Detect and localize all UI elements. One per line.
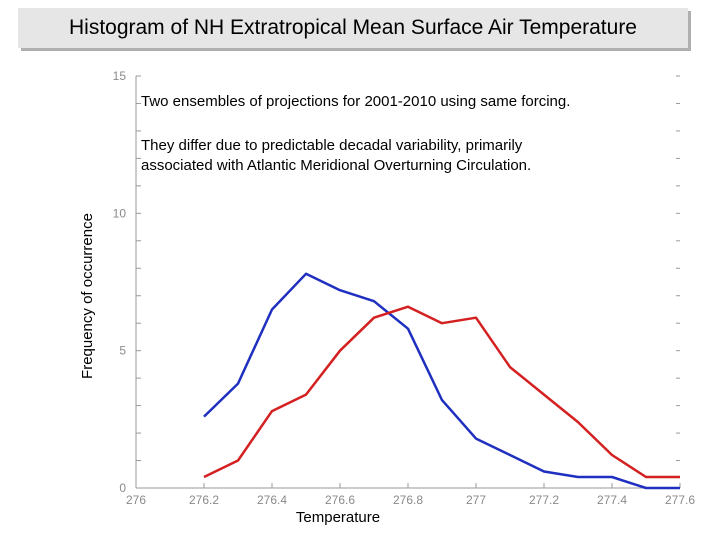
annotation-line-2: They differ due to predictable decadal variability, primarily <box>141 137 523 154</box>
tick-labels <box>113 69 696 507</box>
y-tick-label: 5 <box>119 343 126 358</box>
x-tick-label: 276.4 <box>256 493 288 507</box>
series-line-1 <box>204 274 680 488</box>
x-tick-label: 277 <box>465 493 487 507</box>
annotation-line-3: associated with Atlantic Meridional Overturning Circulation. <box>141 157 532 174</box>
chart-title: Histogram of NH Extratropical Mean Surface Air Temperature <box>18 8 688 48</box>
x-tick-label: 276 <box>125 493 147 507</box>
x-tick-label: 277.6 <box>664 493 696 507</box>
y-axis-label: Frequency of occurrence <box>79 213 96 379</box>
x-axis-label: Temperature <box>295 509 381 526</box>
x-tick-label: 276.6 <box>324 493 356 507</box>
x-tick-label: 276.8 <box>392 493 424 507</box>
x-tick-label: 277.4 <box>596 493 628 507</box>
series-line-2 <box>204 307 680 477</box>
x-tick-label: 276.2 <box>188 493 220 507</box>
y-tick-label: 15 <box>112 69 126 83</box>
y-tick-label: 10 <box>112 206 126 221</box>
series-lines <box>204 274 680 488</box>
y-tick-label: 0 <box>119 481 126 495</box>
x-tick-label: 277.2 <box>528 493 560 507</box>
annotation-line-1: Two ensembles of projections for 2001-2010 using same forcing. <box>141 93 571 110</box>
